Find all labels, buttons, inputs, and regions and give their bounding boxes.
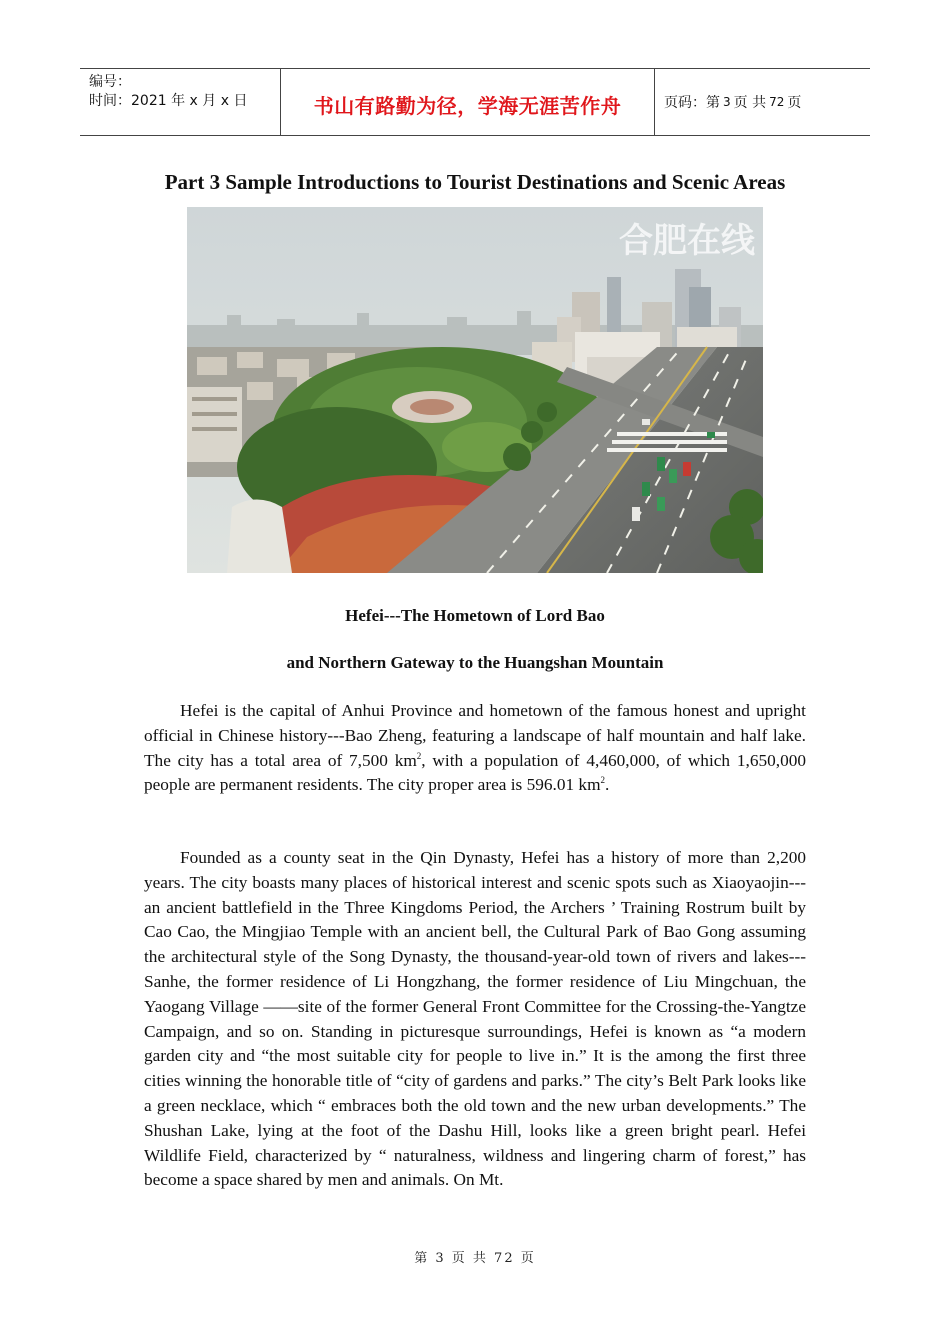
page-current: 3 [723,95,731,109]
page-total: 72 [769,95,785,109]
para1-sup-b: 2 [600,775,606,786]
page-mid: 页 共 [733,95,767,111]
page-header [80,68,870,136]
header-motto: 书山有路勤为径，学海无涯苦作舟 [281,69,655,135]
para1-text-a: Hefei is the capital of Anhui Province and hometown of the famous honest and upright official in Chinese history---Bao Zheng, featuring a landscape of half mountain and half lake. The city has a total area of 7,500 km [144,701,806,770]
header-info-cell [80,69,281,135]
para1-sup-a: 2 [416,750,422,761]
para1-text-b: , with a population of 4,460,000, of which 1,650,000 people are permanent residents. The city proper area is 596.01 km [144,750,806,795]
paragraph-1 [144,699,806,798]
photo-watermark: 合肥在线 [619,221,755,261]
article-subtitle-line1: Hefei---The Hometown of Lord Bao [345,606,605,625]
date-label: 时间：2021 年 x 月 x 日 [89,93,248,109]
article-subtitle-line2: and Northern Gateway to the Huangshan Mountain [286,653,664,672]
page-footer: 第 3 页 共 72 页 [414,1251,536,1266]
city-photo [187,207,763,573]
serial-label: 编号： [89,74,131,90]
paragraph-2: Founded as a county seat in the Qin Dynasty, Hefei has a history of more than 2,200 years. The city boasts many places of historical interest and scenic spots such as Xiaoyaojin---an ancient battlefield in the Three Kingdoms Period, the Archers ’ Training Rostrum built by Cao Cao, the Mingjiao Temple with an ancient bell, the Cultural Park of Bao Gong assuming the architectural style of the Song Dynasty, the thousand-year-old town of rivers and lakes---Sanhe, the former residence of Li Hongzhang, the former residence of Liu Mingchuan, the Yaogang Village ——site of the former General Front Committee for the Crossing-the-Yangtze Campaign, and so on. Standing in picturesque surroundings, Hefei is known as “a modern garden city and “the most suitable city for people to live in.” It is the among the first three cities winning the honorable title of “city of gardens and parks.” The city’s Belt Park looks like a green necklace, which “ embraces both the old town and the new urban developments.” The Shushan Lake, lying at the foot of the Dashu Hill, looks like a green bright pearl. Hefei Wildlife Field, characterized by “ naturalness, wildness and lingering charm of forest,” has become a space shared by men and animals. On Mt. [144,848,806,1190]
para1-text-c: . [605,775,610,795]
section-title: Part 3 Sample Introductions to Tourist Destinations and Scenic Areas [164,170,786,194]
page-prefix: 页码：第 [664,95,720,111]
page-suffix: 页 [787,95,802,111]
header-page-number [655,69,870,135]
